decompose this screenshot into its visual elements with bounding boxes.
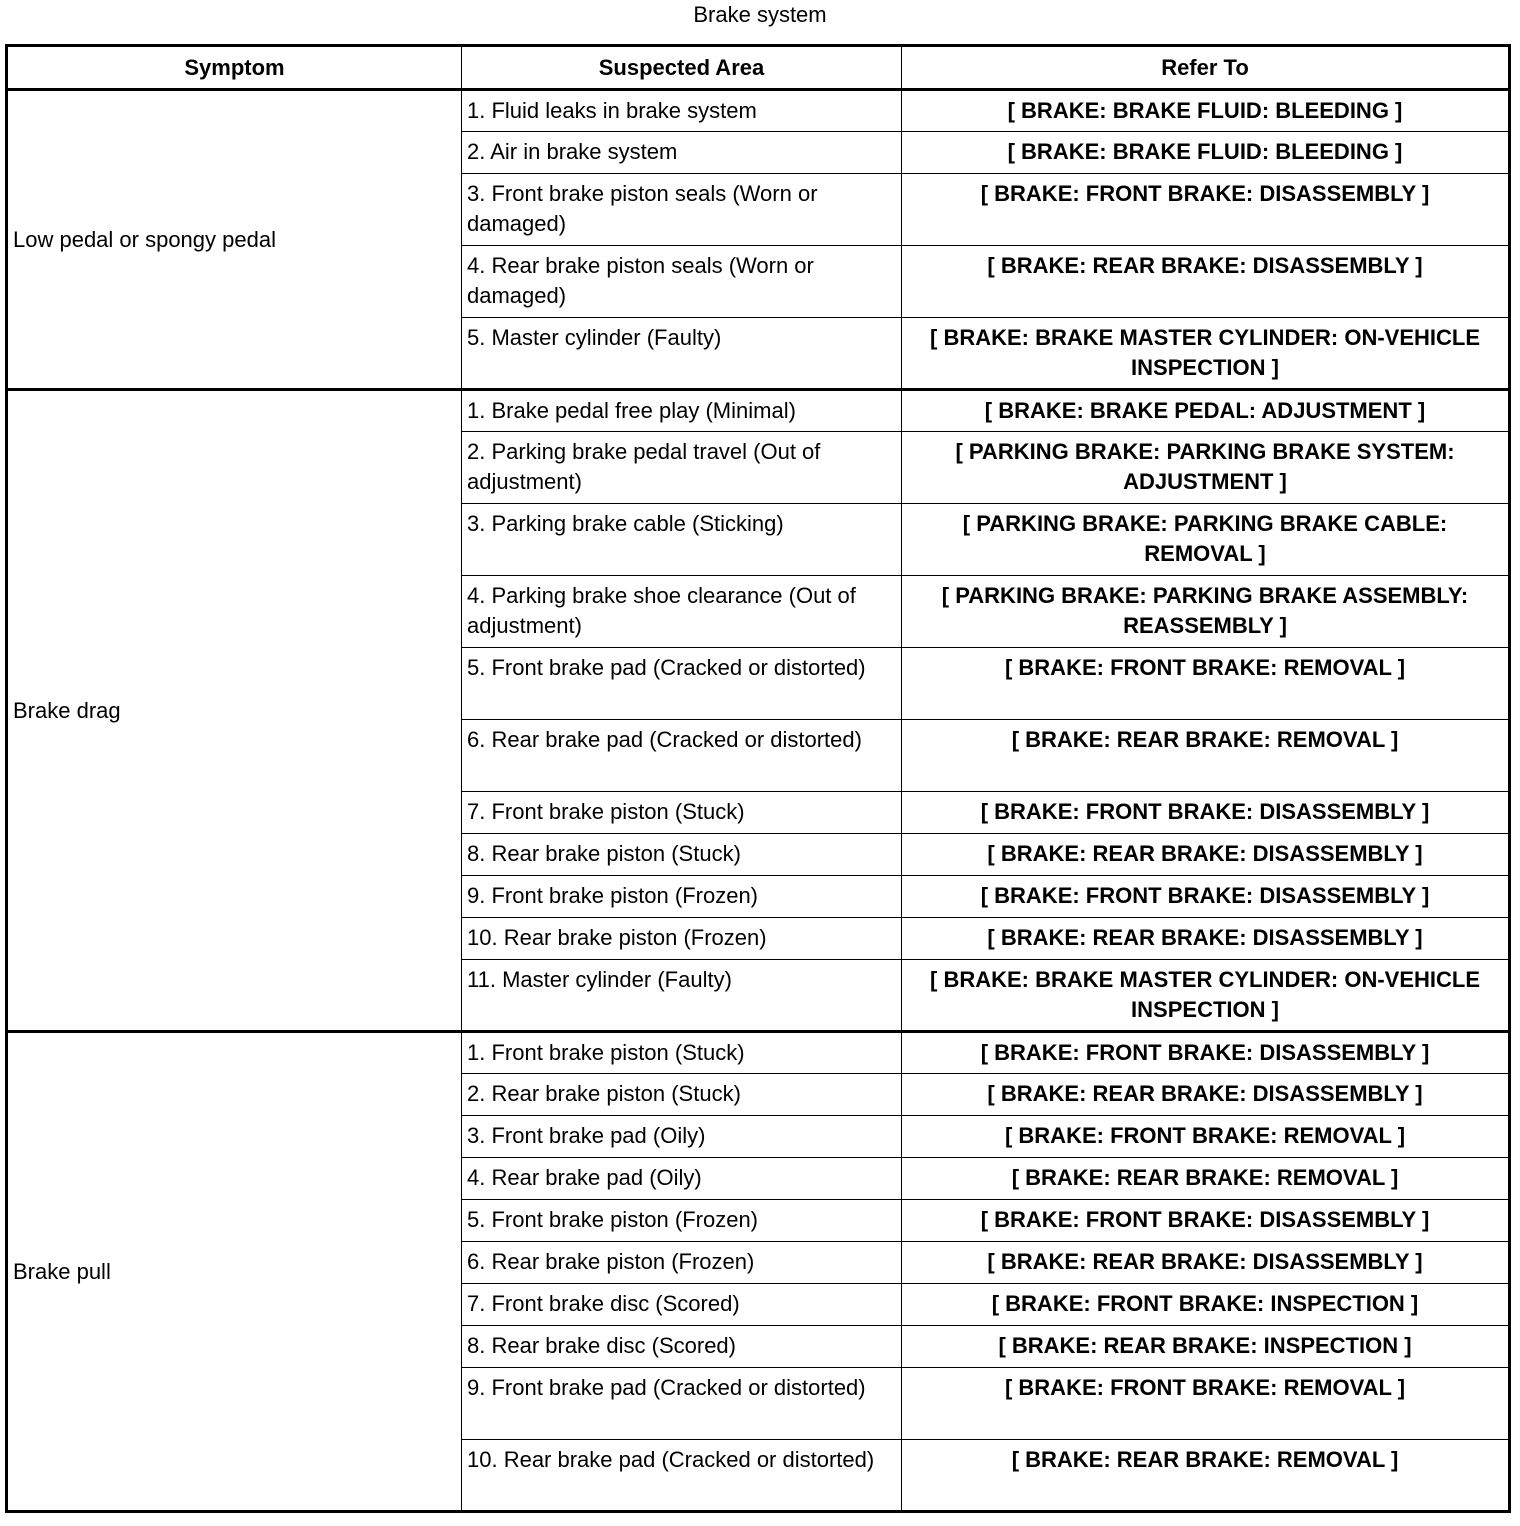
refer-to-cell: [ BRAKE: BRAKE MASTER CYLINDER: ON-VEHICLE INSPECTION ] bbox=[902, 960, 1510, 1032]
refer-to-cell: [ BRAKE: REAR BRAKE: DISASSEMBLY ] bbox=[902, 918, 1510, 960]
table-row bbox=[7, 1032, 1510, 1074]
suspected-area-cell: 7. Front brake disc (Scored) bbox=[462, 1284, 902, 1326]
suspected-area-cell: 10. Rear brake pad (Cracked or distorted) bbox=[462, 1440, 902, 1512]
refer-to-cell: [ BRAKE: REAR BRAKE: INSPECTION ] bbox=[902, 1326, 1510, 1368]
header-row bbox=[7, 46, 1510, 90]
column-header-suspected-area: Suspected Area bbox=[462, 46, 902, 90]
column-header-refer-to: Refer To bbox=[902, 46, 1510, 90]
brake-diagnosis-table bbox=[5, 44, 1511, 1513]
suspected-area-cell: 8. Rear brake disc (Scored) bbox=[462, 1326, 902, 1368]
suspected-area-cell: 6. Rear brake piston (Frozen) bbox=[462, 1242, 902, 1284]
suspected-area-cell: 11. Master cylinder (Faulty) bbox=[462, 960, 902, 1032]
refer-to-cell: [ PARKING BRAKE: PARKING BRAKE SYSTEM: ADJUSTMENT ] bbox=[902, 432, 1510, 504]
suspected-area-cell: 5. Master cylinder (Faulty) bbox=[462, 318, 902, 390]
refer-to-cell: [ BRAKE: REAR BRAKE: REMOVAL ] bbox=[902, 720, 1510, 792]
refer-to-cell: [ BRAKE: FRONT BRAKE: DISASSEMBLY ] bbox=[902, 876, 1510, 918]
suspected-area-cell: 1. Front brake piston (Stuck) bbox=[462, 1032, 902, 1074]
table-body bbox=[7, 90, 1510, 1512]
suspected-area-cell: 9. Front brake pad (Cracked or distorted) bbox=[462, 1368, 902, 1440]
refer-to-cell: [ BRAKE: REAR BRAKE: REMOVAL ] bbox=[902, 1440, 1510, 1512]
refer-to-cell: [ BRAKE: REAR BRAKE: DISASSEMBLY ] bbox=[902, 1242, 1510, 1284]
suspected-area-cell: 2. Rear brake piston (Stuck) bbox=[462, 1074, 902, 1116]
suspected-area-cell: 5. Front brake piston (Frozen) bbox=[462, 1200, 902, 1242]
suspected-area-cell: 3. Front brake piston seals (Worn or damaged) bbox=[462, 174, 902, 246]
refer-to-cell: [ BRAKE: REAR BRAKE: DISASSEMBLY ] bbox=[902, 1074, 1510, 1116]
symptom-cell: Low pedal or spongy pedal bbox=[7, 90, 462, 390]
refer-to-cell: [ BRAKE: FRONT BRAKE: DISASSEMBLY ] bbox=[902, 1200, 1510, 1242]
table-header bbox=[7, 46, 1510, 90]
suspected-area-cell: 9. Front brake piston (Frozen) bbox=[462, 876, 902, 918]
symptom-cell: Brake pull bbox=[7, 1032, 462, 1512]
refer-to-cell: [ BRAKE: BRAKE FLUID: BLEEDING ] bbox=[902, 90, 1510, 132]
refer-to-cell: [ BRAKE: BRAKE MASTER CYLINDER: ON-VEHICLE INSPECTION ] bbox=[902, 318, 1510, 390]
refer-to-cell: [ BRAKE: FRONT BRAKE: DISASSEMBLY ] bbox=[902, 174, 1510, 246]
suspected-area-cell: 4. Rear brake pad (Oily) bbox=[462, 1158, 902, 1200]
refer-to-cell: [ BRAKE: REAR BRAKE: DISASSEMBLY ] bbox=[902, 246, 1510, 318]
symptom-cell: Brake drag bbox=[7, 390, 462, 1032]
suspected-area-cell: 2. Air in brake system bbox=[462, 132, 902, 174]
refer-to-cell: [ PARKING BRAKE: PARKING BRAKE CABLE: REMOVAL ] bbox=[902, 504, 1510, 576]
refer-to-cell: [ BRAKE: FRONT BRAKE: REMOVAL ] bbox=[902, 1116, 1510, 1158]
suspected-area-cell: 5. Front brake pad (Cracked or distorted) bbox=[462, 648, 902, 720]
table-row bbox=[7, 390, 1510, 432]
refer-to-cell: [ BRAKE: FRONT BRAKE: INSPECTION ] bbox=[902, 1284, 1510, 1326]
suspected-area-cell: 1. Fluid leaks in brake system bbox=[462, 90, 902, 132]
refer-to-cell: [ BRAKE: REAR BRAKE: DISASSEMBLY ] bbox=[902, 834, 1510, 876]
suspected-area-cell: 3. Front brake pad (Oily) bbox=[462, 1116, 902, 1158]
suspected-area-cell: 1. Brake pedal free play (Minimal) bbox=[462, 390, 902, 432]
refer-to-cell: [ BRAKE: FRONT BRAKE: REMOVAL ] bbox=[902, 648, 1510, 720]
refer-to-cell: [ BRAKE: REAR BRAKE: REMOVAL ] bbox=[902, 1158, 1510, 1200]
suspected-area-cell: 4. Rear brake piston seals (Worn or damaged) bbox=[462, 246, 902, 318]
refer-to-cell: [ PARKING BRAKE: PARKING BRAKE ASSEMBLY: REASSEMBLY ] bbox=[902, 576, 1510, 648]
refer-to-cell: [ BRAKE: FRONT BRAKE: DISASSEMBLY ] bbox=[902, 792, 1510, 834]
refer-to-cell: [ BRAKE: BRAKE FLUID: BLEEDING ] bbox=[902, 132, 1510, 174]
suspected-area-cell: 4. Parking brake shoe clearance (Out of adjustment) bbox=[462, 576, 902, 648]
refer-to-cell: [ BRAKE: BRAKE PEDAL: ADJUSTMENT ] bbox=[902, 390, 1510, 432]
suspected-area-cell: 6. Rear brake pad (Cracked or distorted) bbox=[462, 720, 902, 792]
page-title: Brake system bbox=[693, 2, 827, 27]
table-row bbox=[7, 90, 1510, 132]
refer-to-cell: [ BRAKE: FRONT BRAKE: REMOVAL ] bbox=[902, 1368, 1510, 1440]
refer-to-cell: [ BRAKE: FRONT BRAKE: DISASSEMBLY ] bbox=[902, 1032, 1510, 1074]
column-header-symptom: Symptom bbox=[7, 46, 462, 90]
suspected-area-cell: 3. Parking brake cable (Sticking) bbox=[462, 504, 902, 576]
suspected-area-cell: 2. Parking brake pedal travel (Out of adjustment) bbox=[462, 432, 902, 504]
suspected-area-cell: 7. Front brake piston (Stuck) bbox=[462, 792, 902, 834]
suspected-area-cell: 10. Rear brake piston (Frozen) bbox=[462, 918, 902, 960]
suspected-area-cell: 8. Rear brake piston (Stuck) bbox=[462, 834, 902, 876]
